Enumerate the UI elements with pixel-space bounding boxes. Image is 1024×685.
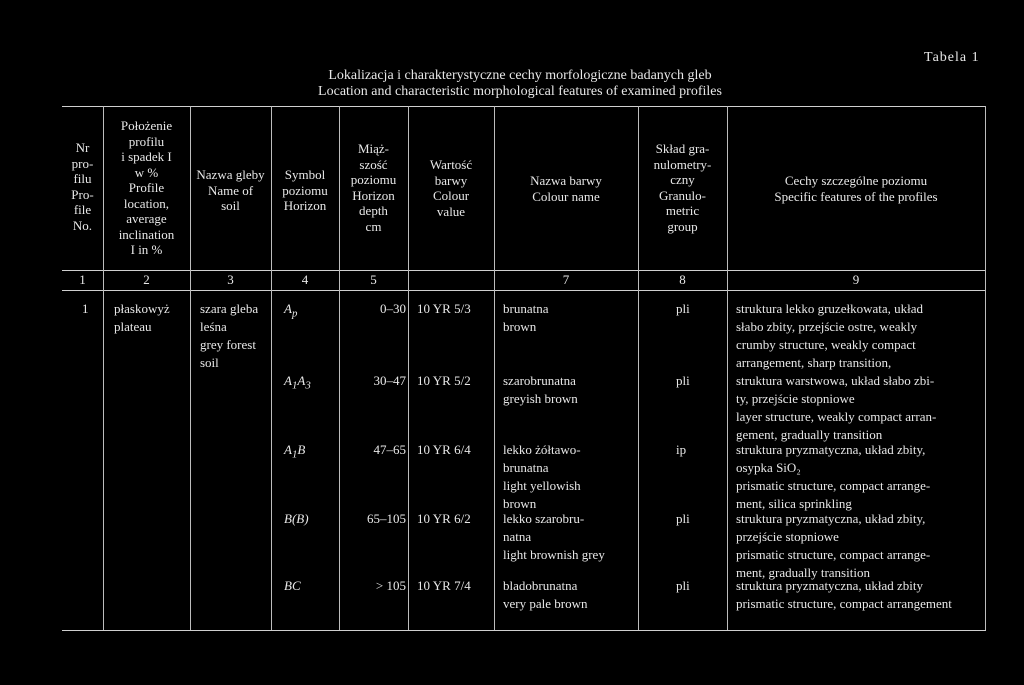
colour-value: 10 YR 5/2 [417, 373, 471, 388]
title-polish: Lokalizacja i charakterystyczne cechy morfologiczne badanych gleb [328, 68, 712, 83]
horizon-depth: 47–65 [373, 442, 406, 457]
column-number: 4 [301, 272, 309, 287]
horizon-depth: 65–105 [367, 511, 406, 526]
colour-name: lekko szarobru- natna light brownish grey [503, 511, 605, 562]
colour-value: 10 YR 7/4 [417, 578, 471, 593]
colour-value: 10 YR 6/4 [417, 442, 471, 457]
horizon-symbol: B(B) [284, 511, 309, 526]
column-number: 2 [143, 272, 150, 287]
column-number: 7 [562, 272, 570, 287]
title-english: Location and characteristic morphological features of examined profiles [318, 84, 722, 99]
header-colour-name: Nazwa barwy Colour name [530, 173, 602, 204]
header-soil-name: Nazwa gleby Name of soil [196, 167, 265, 213]
header-granulometric-group: Skład gra- nulometry- czny Granulo- metric group [653, 141, 712, 234]
horizon-symbol: $A_p$ [284, 301, 298, 320]
soil-name: szara gleba leśna grey forest soil [200, 301, 259, 370]
header-location: Położenie profilu i spadek I w % Profile location, average inclination I in % [118, 118, 175, 257]
specific-features: struktura lekko gruzełkowata, układ słabo zbity, przejście ostre, weakly crumby structure, weakly compact arrangement, sharp transition, [736, 301, 923, 370]
granulometric-group: ip [676, 442, 687, 457]
specific-features: struktura pryzmatyczna, układ zbity prismatic structure, compact arrangement [736, 578, 952, 611]
horizon-depth: 0–30 [380, 301, 406, 316]
table-label: Tabela 1 [924, 50, 980, 65]
colour-name: lekko żółtawo- brunatna light yellowish brown [503, 442, 581, 511]
header-colour-value: Wartość barwy Colour value [429, 157, 473, 219]
header-bottom-rule [62, 270, 986, 271]
colour-name: szarobrunatna greyish brown [503, 373, 578, 406]
horizon-symbol: BC [284, 578, 301, 593]
table-bottom-rule [62, 630, 986, 631]
column-number: 8 [679, 272, 686, 287]
granulometric-group: pli [676, 373, 690, 388]
colour-value: 10 YR 5/3 [417, 301, 471, 316]
header-horizon-symbol: Symbol poziomu Horizon [282, 167, 328, 213]
table-right-edge [985, 106, 986, 630]
profile-location: płaskowyż plateau [114, 301, 170, 334]
column-number: 3 [227, 272, 234, 287]
colour-value: 10 YR 6/2 [417, 511, 471, 526]
column-number: 1 [79, 272, 86, 287]
granulometric-group: pli [676, 578, 690, 593]
granulometric-group: pli [676, 301, 690, 316]
specific-features: struktura pryzmatyczna, układ zbity, osypka SiO₂ prismatic structure, compact arrange- ment, silica sprinkling [736, 442, 931, 511]
specific-features: struktura pryzmatyczna, układ zbity, przejście stopniowe prismatic structure, compact arrange- ment, gradually transition [736, 511, 931, 580]
granulometric-group: pli [676, 511, 690, 526]
horizon-depth: > 105 [375, 578, 406, 593]
horizon-depth: 30–47 [373, 373, 406, 388]
table-top-rule [62, 106, 986, 107]
horizon-symbol: $A_1A_3$ [284, 373, 311, 392]
column-number: 5 [370, 272, 377, 287]
header-specific-features: Cechy szczególne poziomu Specific features of the profiles [774, 173, 938, 204]
profile-number: 1 [82, 301, 89, 316]
table-title [250, 68, 790, 100]
colour-name: bladobrunatna very pale brown [503, 578, 588, 611]
colour-name: brunatna brown [503, 301, 549, 334]
column-number: 9 [852, 272, 860, 287]
column-numbers-rule [62, 290, 986, 291]
header-horizon-depth: Miąż- szość poziomu Horizon depth cm [350, 141, 397, 234]
specific-features: struktura warstwowa, układ słabo zbi- ty, przejście stopniowe layer structure, weakly compact arran- gement, gradually transition [736, 373, 937, 442]
horizon-symbol: $A_1B$ [284, 442, 306, 461]
header-profile-number: Nr pro- filu Pro- file No. [71, 140, 94, 233]
